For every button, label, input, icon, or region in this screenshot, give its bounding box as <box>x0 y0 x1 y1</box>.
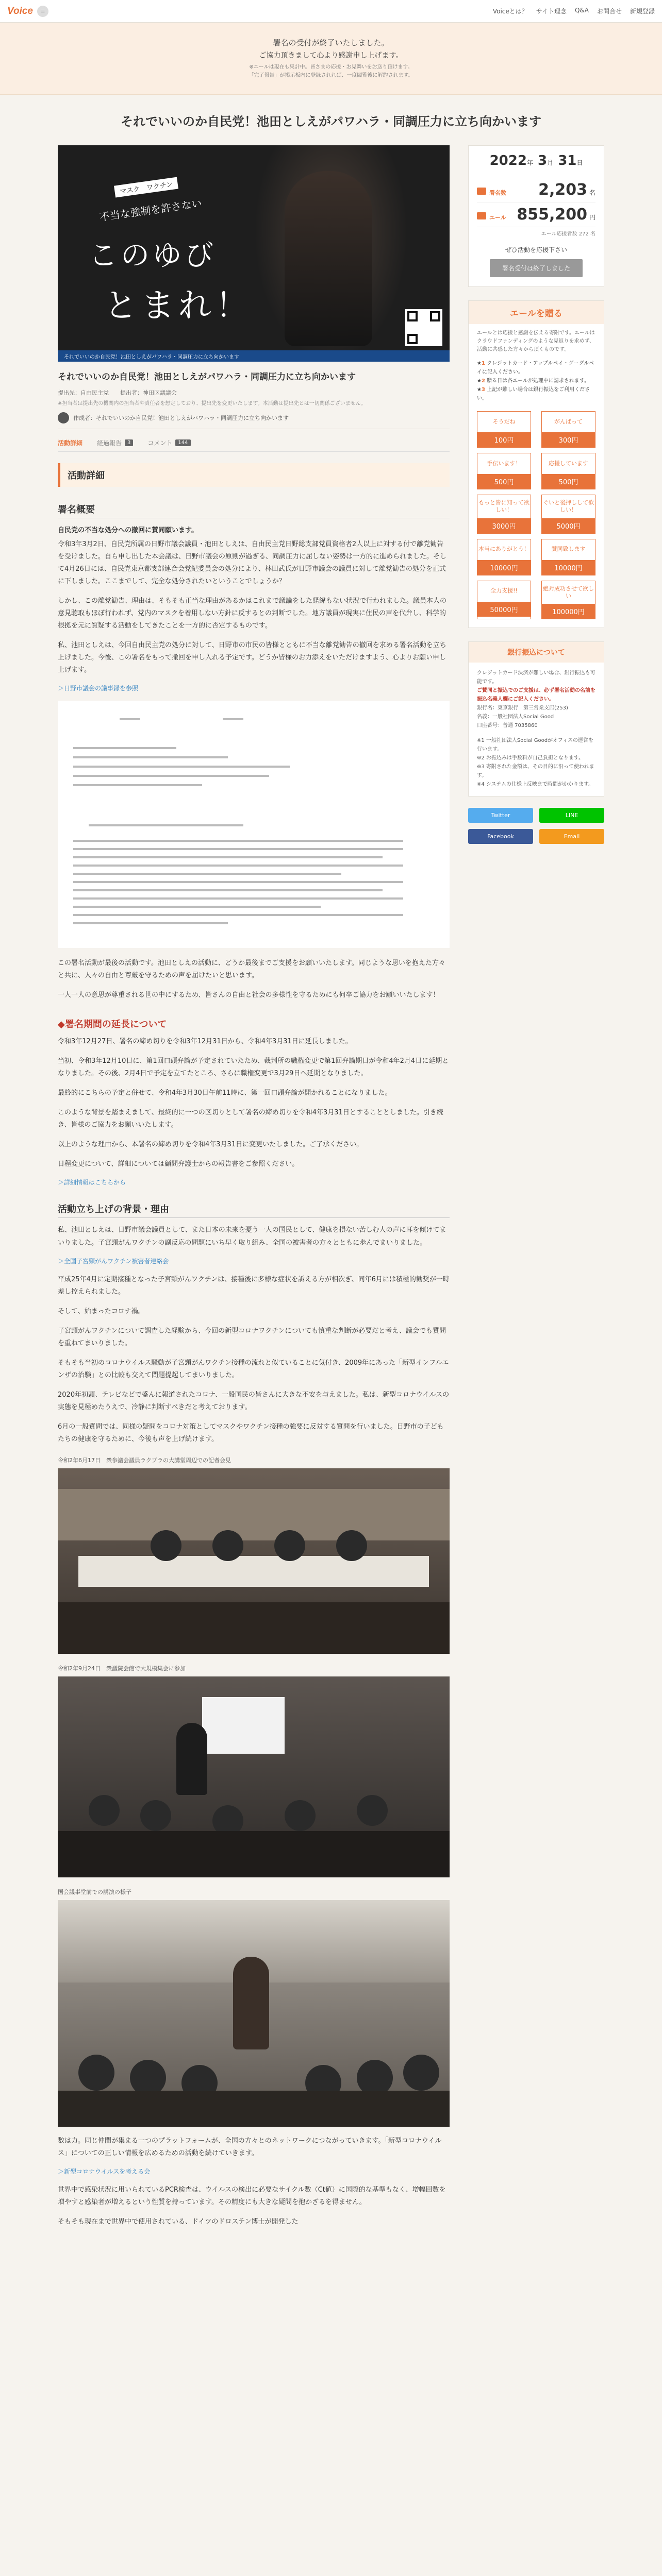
heading-summary: 署名概要 <box>58 502 450 518</box>
closed-notice <box>0 23 662 95</box>
paragraph: 世界中で感染状況に用いられているPCR検査は、ウイルスの検出に必要なサイクル数（Ct値）に国際的な基準もなく、増幅回数を増やすと感染者が増えるという性質を持っています。その精度にも大きな疑問を抱かざるを得ません。 <box>58 2186 446 2207</box>
yell-option-message: 応援しています <box>549 460 588 467</box>
tab-details-label: 活動詳細 <box>58 439 83 447</box>
paragraph: このような背景を踏まえまして、最終的に一つの区切りとして署名の締め切りを令和4年3月31日とすることとしました。引き続き、皆様のご協力をお願いいたします。 <box>58 1109 443 1129</box>
tab-details[interactable] <box>58 438 82 447</box>
bank-note-text: 寄附された金額は、その目的に沿って使われます。 <box>477 764 594 779</box>
date-unit-year: 年 <box>526 159 533 166</box>
nav-item-register[interactable]: 新規登録 <box>630 8 655 15</box>
yell-option-amount: 500円 <box>477 474 531 489</box>
email-share-button[interactable]: Email <box>539 829 604 844</box>
paragraph: この署名活動が最後の活動です。池田としえの活動に、どうか最後までご支援をお願いいたします。同じような思いを抱えた方々と共に、人々の自由と尊厳を守るための声を届けたいと思います。 <box>58 959 445 980</box>
yell-option-message: 手伝います！ <box>487 460 521 467</box>
bank-note: ※4 システムの仕様上反映まで時間がかかります。 <box>477 782 594 788</box>
nav-item-qa[interactable]: Q&A <box>574 7 589 14</box>
yell-option-message: 全力支援!! <box>490 587 518 595</box>
page-title: それでいいのか自民党！池田としえがパワハラ・同調圧力に立ち向かいます <box>121 114 541 129</box>
yell-option-amount: 10000円 <box>477 560 531 575</box>
author-row[interactable] <box>58 412 450 429</box>
qr-code-icon <box>405 309 442 346</box>
paragraph: そもそも当初のコロナウイルス騒動が子宮頸がんワクチン接種の流れと似ていることに気付き、2009年にあった「新型インフルエンザの治験」との比較も交えて問題提起してまいりました。 <box>58 1359 449 1379</box>
section-header: 活動詳細 <box>58 463 450 487</box>
bank-holder: 名義：一般社団法人Social Good <box>477 714 554 720</box>
yell-steps <box>469 359 604 408</box>
author-name: 作成者：それでいいのか自民党！池田としえがパワハラ・同調圧力に立ち向かいます <box>73 414 289 421</box>
step-text: クレジットカード・アップルペイ・グーグルペイに記入ください。 <box>477 361 594 375</box>
project-meta-note: ※担当者は提出先の機関内の担当者や責任者を想定しており、提出先を変更いたします。本活動は提出先とは一切関係ございません。 <box>58 400 367 406</box>
paragraph: 私、池田としえは、今回自由民主党の処分に対して、日野市の市民の皆様とともに不当な離党勧告の撤回を求める署名活動を立ち上げました。今後、この署名をもって撤回を申し入れる予定です。どうか皆様のお力添えをいただけますよう、心よりお願い申し上げます。 <box>58 641 446 674</box>
paragraph: 当初、令和3年12月10日に、第1回口頭弁論が予定されていたため、裁判所の職権変更で第1回弁論期日が令和4年2月4日に延期となりました。その後、2月4日で予定を立てたところ、さらに職権変更で3月29日へ延期となりました。 <box>58 1057 449 1078</box>
support-text: ぜひ活動を応援下さい <box>505 246 567 253</box>
paragraph: 日程変更について、詳細については顧問弁護士からの報告書をご参照ください。 <box>58 1160 299 1168</box>
yell-title: エールを贈る <box>469 301 604 324</box>
yell-value: 855,200 <box>517 206 587 224</box>
yell-icon <box>477 212 486 219</box>
top-nav <box>493 7 655 15</box>
menu-icon[interactable]: ≡ <box>37 6 48 17</box>
yell-box <box>468 300 604 628</box>
bank-name: 銀行名：東京銀行 第三営業支店(253) <box>477 705 568 711</box>
notice-sub: ご協力頂きまして心より感謝申し上げます。 <box>259 52 403 60</box>
nav-item-contact[interactable]: お問合せ <box>597 8 622 15</box>
bank-text: クレジットカード決済が難しい場合、銀行振込も可能です。 <box>477 670 595 685</box>
sidebar <box>468 145 604 2235</box>
tab-progress-count: 3 <box>125 439 133 446</box>
step-number: 2 <box>481 378 485 384</box>
step-text: 贈る日は各エールが処理中に請求されます。 <box>487 378 590 384</box>
yell-option-amount: 300円 <box>542 432 595 447</box>
paragraph: 数は力。同じ仲間が集まる一つのプラットフォームが、全国の方々とのネットワークにつながっていきます。「新型コロナウイルス」についての正しい情報を広めるための活動を続けていきます。 <box>58 2137 442 2158</box>
link-victims-association[interactable]: ＞全国子宮頸がんワクチン被害者連絡会 <box>58 1257 169 1265</box>
signature-label: 署名数 <box>489 190 506 196</box>
project-title: それでいいのか自民党！池田としえがパワハラ・同調圧力に立ち向かいます <box>58 372 356 382</box>
hero-line-2: とまれ！ <box>104 287 253 325</box>
yell-option[interactable] <box>477 495 531 534</box>
notice-small-1: ※エールは現在も集計中。皆さまの応援・お見舞いをお送り頂けます。 <box>249 64 413 70</box>
hero-mask-tag: マスク ワクチン <box>114 177 178 198</box>
yell-option-amount: 100円 <box>477 432 531 447</box>
paragraph: 子宮頸がんワクチンについて調査した経験から、今回の新型コロナワクチンについても慎重な判断が必要だと考え、議会でも質問を重ねてまいりました。 <box>58 1327 446 1347</box>
yell-option-amount: 500円 <box>542 474 595 489</box>
share-buttons <box>468 808 604 844</box>
photo-caption: 国会議事堂前での講演の様子 <box>58 1889 131 1896</box>
notice-small-2: 「完了報告」が掲示板内に登録されれば、一度閲覧後に解約されます。 <box>249 73 413 78</box>
date-unit-day: 日 <box>576 159 583 166</box>
yell-step: ★1 クレジットカード・アップルペイ・グーグルペイに記入ください。 <box>477 361 594 375</box>
bank-warning: ご賛同と振込でのご支援は、必ず署名活動の名前を振込名義人欄にご記入ください。 <box>477 688 595 703</box>
yell-step: ★3 上記が難しい場合は銀行振込をご利用ください。 <box>477 387 590 401</box>
bank-note: ※1 一般社団法人Social Goodがオフィスの運営を行います。 <box>477 738 593 753</box>
step-text: 上記が難しい場合は銀行振込をご利用ください。 <box>477 387 590 401</box>
photo-assembly <box>58 1676 450 1877</box>
tab-comments[interactable] <box>147 438 190 447</box>
main-column <box>58 145 450 2235</box>
yell-supporters: エール応援者数 272 名 <box>541 231 595 237</box>
paragraph: 6月の一般質問では、同様の疑問をコロナ対策としてマスクやワクチン接種の強要に反対する質問を行いました。日野市の子どもたちの健康を守るために、今後も声を上げ続けます。 <box>58 1423 444 1444</box>
tab-progress[interactable] <box>97 438 133 447</box>
hero-tagline: 不当な強制を許さない <box>98 197 203 224</box>
twitter-share-button[interactable]: Twitter <box>468 808 533 823</box>
hero-person <box>285 171 372 346</box>
yell-option[interactable] <box>477 539 531 575</box>
step-number: 1 <box>481 361 485 366</box>
photo-caption: 令和2年9月24日 衆議院会館で大規模集会に参加 <box>58 1665 186 1672</box>
yell-option-message: がんばって <box>554 418 583 425</box>
yell-option[interactable] <box>541 539 595 575</box>
yell-label: エール <box>489 214 506 221</box>
yell-option[interactable] <box>541 453 595 489</box>
signature-icon <box>477 188 486 195</box>
site-logo[interactable]: Voice <box>7 5 33 16</box>
yell-option-message: そうだね <box>492 418 516 425</box>
paragraph: 2020年初頭、テレビなどで盛んに報道されたコロナ、一般国民の皆さんに大きな不安を与えました。私は、新型コロナウイルスの実態を見極めたうえで、冷静に判断すべきだと考えております。 <box>58 1391 450 1411</box>
tab-comments-count: 144 <box>175 439 190 446</box>
bank-account: 口座番号：普通 7035860 <box>477 723 538 729</box>
paragraph: 一人一人の意思が尊重される世の中にするため、皆さんの自由と社会の多様性を守るためにも何卒ご協力をお願いいたします！ <box>58 991 440 999</box>
document-image <box>58 701 450 948</box>
top-bar <box>0 0 662 23</box>
yell-option-amount: 100000円 <box>542 604 595 619</box>
bank-note: ※2 お振込みは手数料が自己負担となります。 <box>477 755 584 761</box>
bank-title: 銀行振込について <box>469 642 604 663</box>
yell-option-message: 絶対成功させて欲しい <box>543 585 594 599</box>
project-meta: 提出先：自由民主党 提出者：神田区議議会 <box>58 389 177 396</box>
date-unit-month: 月 <box>547 159 554 166</box>
bank-note-text: 一般社団法人Social Goodがオフィスの運営を行います。 <box>477 738 593 753</box>
bank-transfer-box <box>468 641 604 796</box>
line-share-button[interactable]: LINE <box>539 808 604 823</box>
paragraph: そもそも現在まで世界中で使用されている、ドイツのドロステン博士が開発した <box>58 2218 299 2226</box>
paragraph: 私、池田としえは、日野市議会議員として、また日本の未来を憂う一人の国民として、健康を損ない苦しむ人の声に耳を傾けてまいりました。子宮頸がんワクチンの副反応の問題にいち早く取り組み、全国の被害者の方々とともに歩んでまいりました。 <box>58 1226 446 1247</box>
paragraph: 令和3年3月2日、自民党所属の日野市議会議員・池田としえは、自由民主党日野総支部党員資格者2人以上に対する付で離党勧告を受けました。自ら申し出した本会議は、日野市議会の原則が過ぎる、同調圧力に屈しない姿勢は一方的に進められました。そして4月26日には、自民党東京都支部連合会党紀委員会の処分により、林田武氏が日野市議会の議員に対して離党勧告の処分を正式に下しました。ここまでして、完全な処分されたいということでしょうか？ <box>58 540 447 585</box>
nav-item-philosophy[interactable]: サイト理念 <box>536 8 567 15</box>
photo-press-conference <box>58 1468 450 1654</box>
link-covid-group[interactable]: ＞新型コロナウイルスを考える会 <box>58 2168 151 2176</box>
yell-option-amount: 5000円 <box>542 518 595 533</box>
hero-line-1: このゆび <box>89 239 217 273</box>
tab-bar <box>58 438 450 452</box>
yell-description: エールとは応援と感謝を伝える寄附です。エールはクラウドファンディングのような見返りを求めず、活動に共感した方々から頂くものです。 <box>477 330 595 352</box>
yell-options <box>469 408 604 628</box>
stats-box <box>468 145 604 287</box>
link-details[interactable]: ＞詳細情報はこちらから <box>58 1179 126 1187</box>
signature-unit: 名 <box>589 189 595 196</box>
yell-option[interactable] <box>477 581 531 620</box>
photo-caption: 令和2年6月17日 衆参議会議員ラクプラの大講堂周辺での記者会見 <box>58 1457 231 1464</box>
yell-unit: 円 <box>589 214 595 221</box>
signature-count <box>477 178 595 202</box>
paragraph: そして、始まったコロナ禍。 <box>58 1307 145 1315</box>
heading-extension: ◆署名期間の延長について <box>58 1019 167 1030</box>
signature-ended-button[interactable]: 署名受付は終了しました <box>490 259 583 277</box>
date-year: 2022 <box>489 153 527 168</box>
photo-speech <box>58 1900 450 2127</box>
date-month: 3 <box>538 153 548 168</box>
paragraph: しかし、この離党勧告、理由は、そもそも正当な理由があるかはこれまで議論をした経緯もない状況で行われました。議員本人の意見聴取もほぼ行われず、党内のマスクを着用しない方針に反するとの判断でした。地方議員が現実に住民の声を代弁し、科学的根拠を元に質疑する活動をしてきたことを一方的に否定するものです。 <box>58 597 447 630</box>
bank-details <box>469 663 604 736</box>
bank-note-text: お振込みは手数料が自己負担となります。 <box>486 755 584 761</box>
link-minutes[interactable]: ＞日野市議会の議事録を参照 <box>58 684 139 692</box>
bank-note: ※3 寄附された金額は、その目的に沿って使われます。 <box>477 764 594 779</box>
yell-option-amount: 3000円 <box>477 518 531 533</box>
paragraph: 令和3年12月27日、署名の締め切りを令和3年12月31日から、令和4年3月31日に延長しました。 <box>58 1038 352 1046</box>
yell-option-message: もっと皆に知って欲しい！ <box>478 499 529 514</box>
notice-title: 署名の受付が終了いたしました。 <box>273 38 389 47</box>
yell-step: ★2 贈る日は各エールが処理中に請求されます。 <box>477 378 590 384</box>
yell-option-amount: 10000円 <box>542 560 595 575</box>
yell-total <box>477 202 595 227</box>
paragraph: 以上のような理由から、本署名の締め切りを令和4年3月31日に変更いたしました。ご了承ください。 <box>58 1141 363 1149</box>
tab-progress-label: 経過報告 <box>97 439 122 447</box>
hero-caption: それでいいのか自民党！池田としえがパワハラ・同調圧力に立ち向かいます <box>58 350 450 362</box>
heading-background: 活動立ち上げの背景・理由 <box>58 1202 450 1218</box>
paragraph: 平成25年4月に定期接種となった子宮頸がんワクチンは、接種後に多様な症状を訴える方が相次ぎ、同年6月には積極的勧奨が一時差し控えられました。 <box>58 1275 450 1296</box>
yell-option[interactable] <box>477 411 531 448</box>
bank-notes <box>469 736 604 796</box>
content-wrap <box>58 145 604 2235</box>
bank-note-text: システムの仕様上反映まで時間がかかります。 <box>486 782 594 788</box>
facebook-share-button[interactable]: Facebook <box>468 829 533 844</box>
signature-value: 2,203 <box>538 181 587 199</box>
yell-option[interactable] <box>477 453 531 489</box>
hero-image <box>58 145 450 362</box>
nav-item-about[interactable]: Voiceとは？ <box>492 8 528 15</box>
yell-option-message: 本当にありがとう！ <box>478 546 529 553</box>
yell-option[interactable] <box>541 411 595 448</box>
date-day: 31 <box>558 153 577 168</box>
yell-option[interactable] <box>541 581 595 620</box>
yell-option-amount: 50000円 <box>477 602 531 617</box>
yell-option[interactable] <box>541 495 595 534</box>
avatar <box>58 412 69 423</box>
paragraph: 最終的にこちらの予定と併せて、令和4年3月30日午前11時に、第一回口頭弁論が開かれることになりました。 <box>58 1089 392 1097</box>
tab-comments-label: コメント <box>147 439 173 447</box>
yell-option-message: 賛同致します <box>551 546 586 553</box>
deadline-date <box>477 153 595 168</box>
summary-subheading: 自民党の不当な処分への撤回に賛同願います。 <box>58 526 198 534</box>
step-number: 3 <box>481 387 485 393</box>
yell-option-message: ぐいと後押しして欲しい！ <box>543 499 594 514</box>
